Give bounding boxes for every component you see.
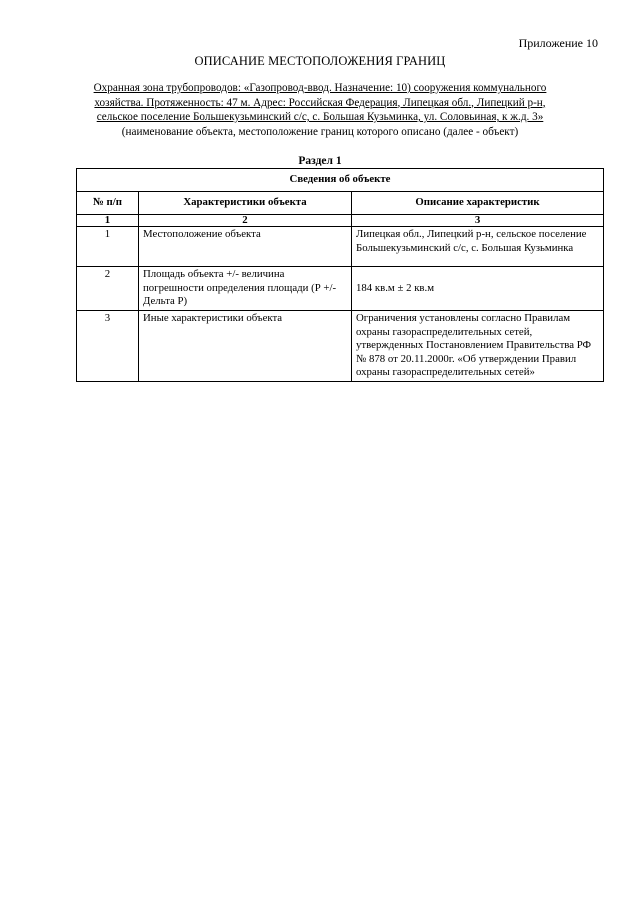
column-header-description: Описание характеристик: [352, 192, 604, 215]
index-cell: 3: [352, 215, 604, 227]
object-line: хозяйства. Протяженность: 47 м. Адрес: Российская Федерация, Липецкая обл., Липецкий р-н,: [94, 96, 546, 109]
column-header-number: № п/п: [77, 192, 139, 215]
row-description: Липецкая обл., Липецкий р-н, сельское поселение Большекузьминский с/с, с. Большая Кузьминка: [352, 227, 604, 267]
row-number: 1: [77, 227, 139, 267]
section-title: Раздел 1: [298, 155, 342, 167]
document-title: ОПИСАНИЕ МЕСТОПОЛОЖЕНИЯ ГРАНИЦ: [194, 54, 446, 68]
object-line: Охранная зона трубопроводов: «Газопровод-ввод. Назначение: 10) сооружения коммунального: [93, 82, 547, 94]
table-index-row: [77, 215, 604, 227]
object-info-table: [76, 168, 604, 382]
index-cell: 2: [139, 215, 352, 227]
table-caption: Сведения об объекте: [77, 169, 604, 192]
row-number: 3: [77, 311, 139, 382]
object-line: сельское поселение Большекузьминский с/с, с. Большая Кузьминка, ул. Соловьиная, к ж.д. 3»: [96, 111, 544, 123]
row-number: 2: [77, 267, 139, 311]
object-caption: (наименование объекта, местоположение границ которого описано (далее - объект): [121, 125, 519, 138]
column-header-characteristic: Характеристики объекта: [139, 192, 352, 215]
index-cell: 1: [77, 215, 139, 227]
row-characteristic: Местоположение объекта: [139, 227, 352, 267]
table-row: [77, 227, 604, 267]
row-description: Ограничения установлены согласно Правилам охраны газораспределительных сетей, утвержденных Постановлением Правительства РФ № 878 от 20.11.2000г. «Об утверждении Правил охраны газораспределительных сетей»: [352, 311, 604, 382]
table-caption-row: [77, 169, 604, 192]
table-row: [77, 311, 604, 382]
table-header-row: [77, 192, 604, 215]
object-description: [50, 81, 590, 139]
row-description: 184 кв.м ± 2 кв.м: [352, 267, 604, 311]
row-characteristic: Площадь объекта +/- величина погрешности определения площади (Р +/- Дельта Р): [139, 267, 352, 311]
appendix-label: Приложение 10: [518, 36, 598, 50]
table-row: [77, 267, 604, 311]
row-characteristic: Иные характеристики объекта: [139, 311, 352, 382]
